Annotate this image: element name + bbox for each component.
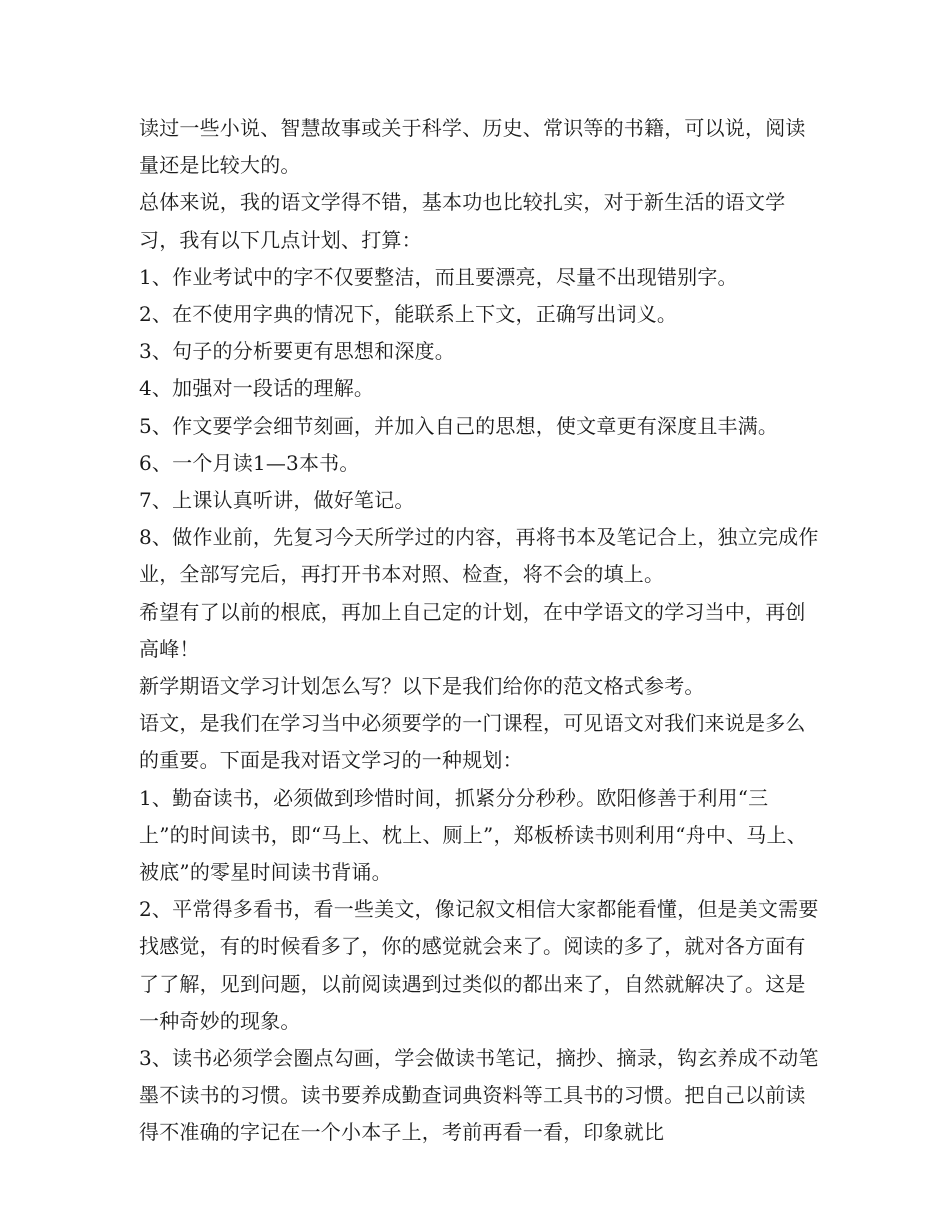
list-item: 1、勤奋读书，必须做到珍惜时间，抓紧分分秒秒。欧阳修善于利用“三上”的时间读书，即“马上、枕上、厕上”，郑板桥读书则利用“舟中、马上、被底”的零星时间读书背诵。 [139,785,807,885]
document-body [139,110,819,1152]
list-item: 1、作业考试中的字不仅要整洁，而且要漂亮，尽量不出现错别字。 [139,264,738,289]
list-item: 2、在不使用字典的情况下，能联系上下文，正确写出词义。 [139,302,678,327]
paragraph: 新学期语文学习计划怎么写？以下是我们给你的范文格式参考。 [139,674,705,699]
paragraph: 语文，是我们在学习当中必须要学的一门课程，可见语文对我们来说是多么的重要。下面是我对语文学习的一种规划： [139,711,806,773]
list-item: 3、读书必须学会圈点勾画，学会做读书笔记，摘抄、摘录，钩玄养成不动笔墨不读书的习惯。读书要养成勤查词典资料等工具书的习惯。把自己以前读得不准确的字记在一个小本子上，考前再看一看，印象就比 [139,1046,819,1145]
paragraph: 希望有了以前的根底，再加上自己定的计划，在中学语文的学习当中，再创高峰！ [139,599,806,661]
list-item: 8、做作业前，先复习今天所学过的内容，再将书本及笔记合上，独立完成作业，全部写完后，再打开书本对照、检查，将不会的填上。 [139,525,819,587]
list-item: 4、加强对一段话的理解。 [139,376,375,401]
list-item: 3、句子的分析要更有思想和深度。 [139,339,455,364]
list-item: 2、平常得多看书，看一些美文，像记叙文相信大家都能看懂，但是美文需要找感觉，有的时候看多了，你的感觉就会来了。阅读的多了，就对各方面有了了解，见到问题，以前阅读遇到过类似的都出来了，自然就解决了。这是一种奇妙的现象。 [139,897,819,1033]
list-item: 5、作文要学会细节刻画，并加入自己的思想，使文章更有深度且丰满。 [139,413,779,438]
paragraph: 总体来说，我的语文学得不错，基本功也比较扎实，对于新生活的语文学习，我有以下几点计划、打算： [139,190,786,252]
paragraph: 读过一些小说、智慧故事或关于科学、历史、常识等的书籍，可以说，阅读量还是比较大的。 [139,116,806,178]
list-item: 7、上课认真听讲，做好笔记。 [139,488,415,513]
list-item: 6、一个月读1—3本书。 [139,450,360,475]
